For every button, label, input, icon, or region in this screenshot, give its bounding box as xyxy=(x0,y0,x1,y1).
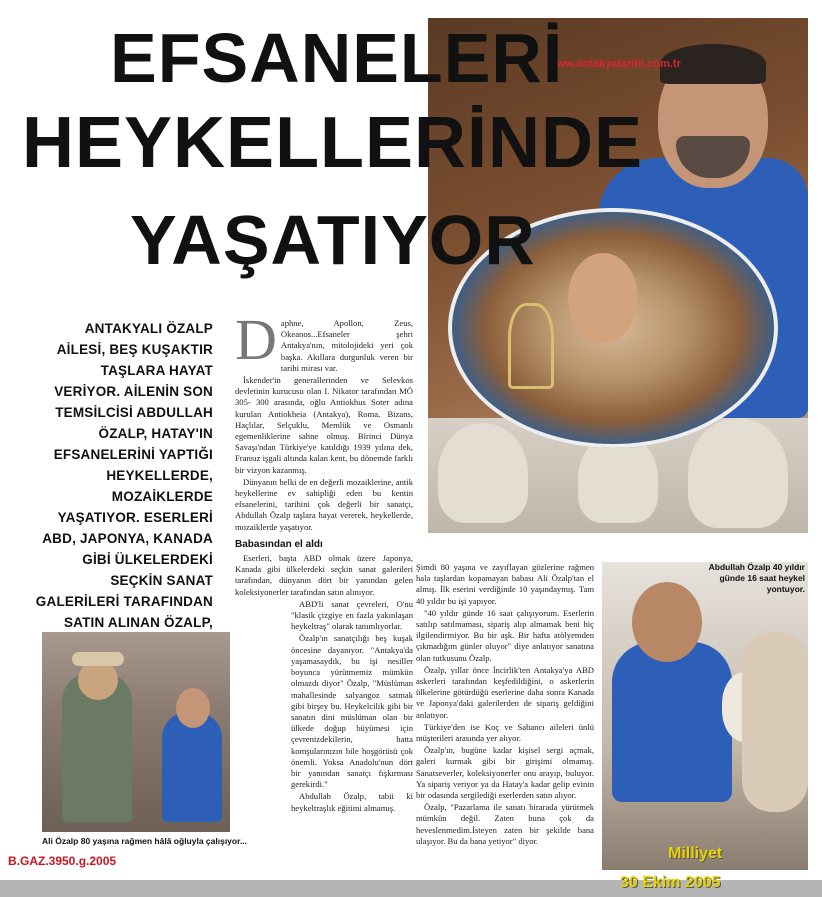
mosaic-figure-face xyxy=(568,253,638,343)
bottom-bar xyxy=(0,874,822,897)
caption-right-photo: Abdullah Özalp 40 yıldır günde 16 saat heykel yontuyor. xyxy=(708,562,805,594)
bust xyxy=(688,418,788,528)
paragraph: Özalp'ın sanatçılığı beş kuşak öncesine dayanıyor. "Antakya'da yaşamasaydık, bu işi nesiller boyunca yürütmemiz mümkün olmazdı diyor" Özalp, "Müslüman mahallesinde salyangoz satmak gibi birşey bu. Heykelcilik gibi bir sanatın dini müslüman olan bir ülkede doğup büyümesi için çevrenizdekilerin, hatta komşularınızın bile hoşgörüsü çok önemli. Yoksa Anadolu'nun dört bir yanından sanatçı fışkırması gerekirdi." xyxy=(291,633,413,790)
deck-summary: ANTAKYALI ÖZALP AİLESİ, BEŞ KUŞAKTIR TAŞLARA HAYAT VERİYOR. AİLENİN SON TEMSİLCİSİ ABDULLAH ÖZALP, HATAY'IN EFSANELERİNİ YAPTIĞI HEYKELLERDE, MOZAİKLERDE YAŞATIYOR. ESERLERİ ABD, JAPONYA, KANADA GİBİ ÜLKELERDEKİ SEÇKİN SANAT GALERİLERİ TARAFINDAN SATIN ALINAN ÖZALP, xyxy=(35,321,213,630)
article-column-1 xyxy=(235,307,413,815)
sculpture-column xyxy=(742,632,808,812)
paragraph: Özalp, yıllar önce İncirlik'ten Antakya'ya ABD askerleri tarafından keşfedildiğini, o askerlerin ülkelerine götürdüğü eserlerine daha sonra Kanada ve Japonya'daki galerilerden de sipariş geldiğini anlatıyor. xyxy=(416,664,594,720)
paragraph: İskender'in generallerinden ve Selevkos devletinin kurucusu olan I. Nikator tarafından MÖ 305- 300 arasında, oğlu Antiokhus Soter adına kurulan Antiokheia (Antakya), Roma, Bizans, Haçlılar, Selçuklu, Memlük ve Osmanlı egemenliklerine sahne olmuş. Birinci Dünya Savaşı'ndan Türkiye'ye katıldığı 1939 yılına dek, Fransız işgali altında kalan kent, bu dönemde farklı bir vizyon kazanmış. xyxy=(235,375,413,475)
photo-sculptor-working xyxy=(602,562,808,870)
paragraph: Türkiye'den ise Koç ve Sabancı aileleri ünlü müşterileri arasında yer alıyor. xyxy=(416,721,594,744)
source-date: 30 Ekim 2005 xyxy=(620,874,721,891)
father-hat xyxy=(72,652,124,666)
source-newspaper: Milliyet xyxy=(668,845,723,862)
paragraph: Şimdi 80 yaşına ve zayıflayan gözlerine rağmen hala taşlardan kopamayan babası Ali Özalp'tan el almış. İlk eserini verdiğinde 10 yaşındaymış. Tam 40 yıldır bu işi yapıyor. xyxy=(416,562,594,606)
caption-left-photo: Ali Özalp 80 yaşına rağmen hâlâ oğluyla çalışıyor... xyxy=(42,836,248,846)
headline-line-2: HEYKELLERİNDE xyxy=(22,103,644,183)
son-face xyxy=(176,688,210,728)
son-figure xyxy=(162,712,222,822)
watermark-text: www.antakyatarihi.com.tr xyxy=(548,58,681,70)
headline-line-3: YAŞATIYOR xyxy=(130,201,536,279)
paragraph: aphne, Apollon, Zeus, Okeanos...Efsaneler şehri Antakya'nın, mitolojideki yeri çok başka. Akıllara durgunluk veren bir tarihi mirası var. xyxy=(280,318,413,373)
drop-cap: D xyxy=(235,307,277,372)
headline-line-1: EFSANELERİ xyxy=(110,19,564,97)
paragraph: "40 yıldır günde 16 saat çalışıyorum. Eserlerin satılıp satılmaması, sipariş alıp almamak beni hiç ilgilendirmiyor. Bu bir aşk. Bir hafta atölyemden çıkmadığım günler oluyor" diye anlatıyor sanatına olan tutkusunu Özalp. xyxy=(416,607,594,663)
father-face xyxy=(78,660,118,700)
paragraph: Dünyanın belki de en değerli mozaiklerine, antik heykellerine ev sahipliği eden bu kentin efsanelerini, tarihini çok değerli bir sanatçı, Abdullah Özalp taşlara hayat vererek, heykellerde, mozaiklerde yaşatıyor. xyxy=(235,476,413,532)
mosaic-lyre xyxy=(508,303,554,389)
paragraph: Abdullah Özalp, tabii ki heykeltraşlık eğitimi almamış. xyxy=(291,791,413,813)
subheading: Babasından el aldı xyxy=(235,538,323,550)
article-column-2 xyxy=(416,562,594,848)
sculptor-figure xyxy=(612,642,732,802)
paragraph: ABD'li sanat çevreleri, O'nu "klasik çizgiye en fazla yakınlaşan heykeltraş" olarak tanımlıyorlar. xyxy=(291,598,413,632)
photo-father-and-son xyxy=(42,632,230,832)
paragraph: Eserleri, başta ABD olmak üzere Japonya, Kanada gibi ülkelerdeki seçkin sanat galerileri tarafından, dünyanın dört bir yanından gelen koleksiyonerler tarafından satın alınıyor. xyxy=(235,553,413,597)
archive-reference: B.GAZ.3950.g.2005 xyxy=(8,854,117,868)
paragraph: Özalp, "Pazarlama ile sanatı birarada yürütmek mümkün değil. Zaten buna çok da heveslenmedim.İsteyen zaten bir şekilde bana ulaşıyor. Bu da bana yetiyor" diyor. xyxy=(416,802,594,846)
sculptor-face-small xyxy=(632,582,702,662)
bust xyxy=(438,423,528,523)
paragraph: Özalp'ın, bugüne kadar kişisel sergi açmak, galeri kurmak gibi bir girişimi olmamış. Sanatseverler, koleksiyonerler onu arayıp, buluyor. Ya sipariş veriyor ya da Hatay'a kadar gelip evinin bir odasında sergilediği eserlerden satın alıyor. xyxy=(416,745,594,801)
